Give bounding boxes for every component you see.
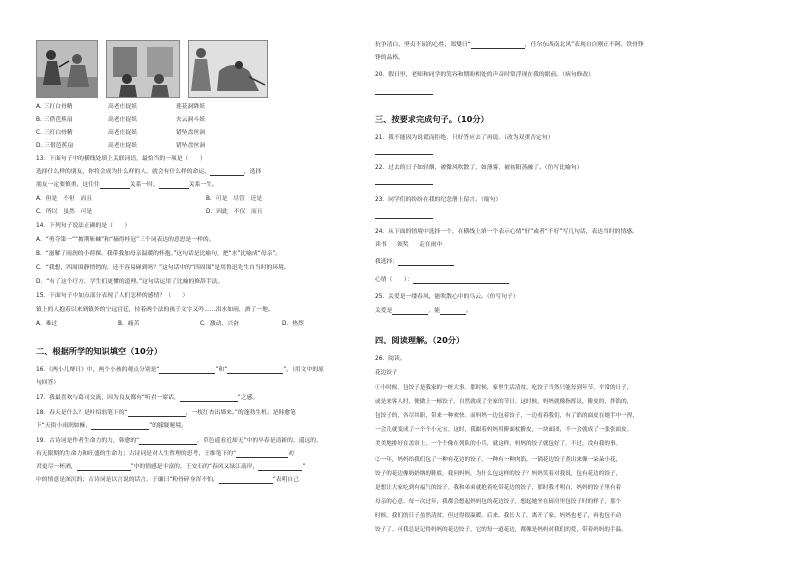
q21-answer-blank[interactable] [375,148,433,155]
q16-line1 [36,366,324,374]
q15-option-c[interactable]: C．激动、兴奋 [200,321,239,327]
q15-passage: 镇上的人抱着以来到镇外的宁远宫廷，持着两个法的孩子文字又吟……泪水如雨，酒了一地。 [36,307,274,313]
story-line-10: 时候，我们的日子虽然清贫，但过得很温暖。后来，我长大了，离开了家，妈妈也老了，再也包不动 [375,513,622,519]
q12-option-c-text3: 错坠盘丝洞 [176,130,205,136]
q24-choice-read[interactable]: 读书 [375,242,387,248]
q19-line1 [36,437,322,445]
q25-text-b: 关爱是 [375,308,393,314]
q13-option-a[interactable]: A．但是 不但 而且 [36,196,93,202]
q24-choice-rain[interactable]: 走在雨中 [419,242,443,248]
q15-stem: 15．下面句子中加点部分表现了人们怎样的感情？（ ） [36,293,189,299]
q23-answer-blank[interactable] [375,212,433,219]
q16-line2: 句回答） [36,380,60,386]
q25-text-c: ，能 [428,308,441,314]
q18-text-d: ”的朦胧秘境。 [149,423,187,429]
story-line-2: 或是来客人时，便做上一顿饺子，自然就成了全家的节日。这时候，妈妈就像指挥员，擀皮的，拌馅的， [375,399,633,405]
q24-pick-label: 我选择： [375,259,399,265]
illustration-2 [106,40,180,98]
q12-option-d[interactable] [36,142,205,150]
q12-option-d-text: D. 三借芭蕉扇 [36,143,74,149]
q13-blank-1[interactable] [210,169,244,176]
q25-answer-line [375,307,472,315]
q19-blank-1[interactable] [139,438,197,445]
q23-stem: 23．同学们的纷纷在我的纪念册上留言。（缩句） [375,197,502,203]
q13-option-c[interactable]: C．所以 虽然 可是 [36,209,93,215]
q17-text-a: 17．我最喜欢与葛司交流，因为良友都有“听君一席话， [36,395,180,401]
q17-line [36,394,258,402]
q13-text-line2 [36,181,218,189]
q13-blank-2[interactable] [100,182,130,189]
q19-text-h: 中的情意是深沉的；古诗词是以言说的话言，于谦曰“粉骨碎身浑不怕， [36,477,219,483]
q14-option-a[interactable]: A．“勇夺第一”“披荆斩棘”和“摘得桂冠”三个词表达的意思是一样的。 [36,237,215,243]
q25-text-d: 。 [466,308,472,314]
q14-option-b[interactable]: B．“滋解了雨润的小荷裸，我带我加母亲温暖的怀抱。”这句话是比喻句，把“水”比喻成“母亲”。 [36,251,282,257]
q20-stem: 20．假日里，老师和同学的笑容和期盼相处的声音时常浮现在我的眼前。（病句修改） [375,72,594,78]
q13-line2c: 关系一生。 [188,182,218,188]
q19-blank-2[interactable] [236,451,288,458]
story-line-1: ①小时候，包饺子是我家的一桩大事。那时候，家里生活清贫，吃饺子当然只能每到年节。平常的日子， [375,385,633,391]
q19-blank-4[interactable] [258,464,302,471]
q26-stem: 26．阅读。 [375,356,406,362]
story-line-5: 美美地排好在盖帘上，一个个像在列队的小兵，就这样，妈妈的饺子就包好了。不过，没有我的事。 [375,441,622,447]
section-4-title: 四、阅读理解。（20分） [375,335,465,345]
q12-option-b-text2: 高老庄捉妖 [108,117,137,123]
q18-line2 [36,422,187,430]
q12-option-c-text2: 高老庄捉妖 [108,130,137,136]
q15-option-a[interactable]: A．难过 [36,321,58,327]
q12-option-b[interactable] [36,116,205,124]
q14-stem: 14．下列句子说法正确的是（ ） [36,223,131,229]
q16-blank-2[interactable] [227,367,283,374]
q19-text-c: 有无限期的生命力和旺盛的生命力；古诗词是对人生哲理的思考，王维笔下的“ [36,451,237,457]
q24-mood-label: 心情（ ）： [375,277,413,283]
q12-option-a-text2: 高老庄捉妖 [108,104,137,110]
q25-blank-1[interactable] [392,308,428,315]
story-line-7: 饺子的花边像奶奶纳的鞋底。我问妈妈，为什么包这样的饺子？妈妈笑着对我说，包有花边的饺子， [375,471,622,477]
q13-stem: 13．下面句子中的横线处填上关联词语，最恰当的一项是（ ） [36,156,206,162]
q14-option-c[interactable]: C．“我想，四周围静悄悄的，还不容易碰到吗？”这句话中的“四周围”是用鲁迅先生自当时的环境。 [36,265,290,271]
q24-choice-award[interactable]: 领奖 [397,242,409,248]
q13-line2b: 关系一时， [129,182,159,188]
story-line-11: 饺子了。可我总是记得妈妈的花边饺子，它的每一道花边，都像是妈妈对我们的爱，带着妈妈的手温。 [375,527,627,533]
q18-text-b: ，一枝红杏出墙来。”的蓬勃生机；是韩愈笔 [185,410,296,416]
q19-blank-3[interactable] [77,464,131,471]
q12-option-a-text: A. 三打白骨精 [36,104,73,110]
q16-blank-1[interactable] [159,367,215,374]
q19-text-e: 君更尽一杯酒， [36,464,77,470]
story-line-6: ②一年，妈妈给我们包了一种有花边的饺子，一种有一种肉馅，一锅花边饺子煮出来像一朵朵小花， [375,457,622,463]
q24-pick-blank[interactable] [398,259,454,266]
story-title: 花边饺子 [375,370,398,376]
q24-stem: 24．从下面的情境中选择一个，在横线上填一个表示心情“好”或者“不好”写几句话，表达当时的情感。 [375,229,638,235]
illustration-3 [188,40,268,98]
q24-pick-line [375,258,454,266]
q19-line2 [36,450,294,458]
illustration-1 [36,40,98,98]
q19-text-a: 19．古诗词是作者生命力的力，韩愈的“ [36,438,140,444]
q12-option-b-text3: 火云洞斗妖 [176,117,205,123]
story-line-3: 包饺子的，各尽其职，带来一种欢快。而妈妈一边包着饺子，一边看着我们，有了馅的面皮在她手中一捏， [375,413,638,419]
q13-blank-3[interactable] [159,182,189,189]
q20-answer-blank[interactable] [375,88,433,95]
q12-option-d-text2: 高老庄捉妖 [108,143,137,149]
illustration-3-drawing [189,41,267,97]
q13-line2a: 朋友一定要慎重，这往往 [36,182,100,188]
r1-text-a: 抗争清白、坚贞不屈的心性，郑燮曰“ [375,42,471,48]
q16-text-a: 16．《两小儿辩日》中，两个小孩的观点分别是“ [36,367,160,373]
q21-stem: 21．我不能因为说谎而拒绝，只好答应去了再说。（改为双重否定句） [375,135,554,141]
q22-answer-blank[interactable] [375,178,433,185]
q14-option-d[interactable]: D．“有了这个疗方，学生们更懂的道理。”这句话运用了比喻的修辞手法。 [36,279,224,285]
q17-blank[interactable] [180,395,238,402]
q17-text-b: ”之感。 [237,395,259,401]
q12-option-a-text3: 莲花洞降妖 [176,104,205,110]
q15-option-d[interactable]: D．热烈 [282,321,304,327]
q12-option-b-text: B. 三借芭蕉扇 [36,117,73,123]
story-line-8: 是想让大家吃到有福气的饺子。我和弟弟就抢着吃带花边的饺子，那时我才明白，妈妈的饺子里有着 [375,485,622,491]
r-continue-line2: 铮的品格。 [375,55,404,61]
q13-text-line1 [36,168,261,176]
illustration-1-drawing [37,41,97,97]
q13-line1-tail: ，选择 [243,169,262,175]
r1-text-b: ，任尔东西南北风”表现自自刚正不阿、铁骨铮 [524,42,644,48]
r1-blank[interactable] [471,42,525,49]
q25-stem: 25．关爱是一缕春风，能吹散心中的乌云。（仿写句子） [375,294,519,300]
q16-text-b: ”和“ [215,367,228,373]
q18-blank-2[interactable] [91,423,149,430]
q19-text-f: ”中的情感是丰富的，王安石的“春风又绿江南岸， [130,464,259,470]
q12-option-c-text: C. 三打白骨精 [36,130,73,136]
q19-text-d: 劝 [288,451,294,457]
q19-text-b: ，草色遥看近却无”中的早春是清新的、遥远的， [197,438,322,444]
q12-option-d-text3: 错坠盘丝洞 [176,143,205,149]
q24-mood-line [375,276,509,284]
q13-line1-text: 选择什么样的朋友，你将会成为什么样的人，就会有什么样的命运。 [36,169,210,175]
q19-blank-5[interactable] [219,477,273,484]
q16-text-c: ”。（用文中的原 [283,367,324,373]
q18-blank-1[interactable] [128,410,186,417]
section-3-title: 三、按要求完成句子。（10分） [375,114,489,124]
q19-text-g: ” [302,464,306,470]
q24-mood-blank[interactable] [413,277,509,284]
q19-line3 [36,463,305,471]
q13-option-b[interactable]: B．可是 尽管 还是 [206,196,263,202]
story-line-9: 母亲的心意。每一次过年，我都会想起妈妈包的花边饺子，想起她坐在厨房里包饺子时的样子，那个 [375,499,622,505]
q18-line1 [36,409,296,417]
q18-text-c: 下“天街小雨润如酥， [36,423,92,429]
illustration-2-drawing [107,41,179,97]
q25-blank-2[interactable] [440,308,466,315]
q15-option-b[interactable]: B．痛苦 [118,321,140,327]
q13-option-d[interactable]: D．因此 不仅 而且 [206,209,263,215]
q22-stem: 22．过去的日子如轻烟，被微风吹散了，如薄雾，被初阳蒸融了。（仿写比喻句） [375,165,583,171]
story-line-4: 一会儿就变成了一个个小元宝。这时，我跟着妈妈用擀面杖擀皮，一块面团，不一会就成了一张张面皮。 [375,427,633,433]
q19-line4 [36,476,299,484]
q18-text-a: 18．春天是什么？是叶绍翁笔下的“ [36,410,128,416]
r-continue-line1 [375,41,644,49]
q12-option-c[interactable] [36,129,205,137]
q12-option-a[interactable] [36,103,205,111]
section-2-title: 二、根据所学的知识填空（10分） [36,346,163,356]
q19-text-i: ”表明自己 [272,477,299,483]
